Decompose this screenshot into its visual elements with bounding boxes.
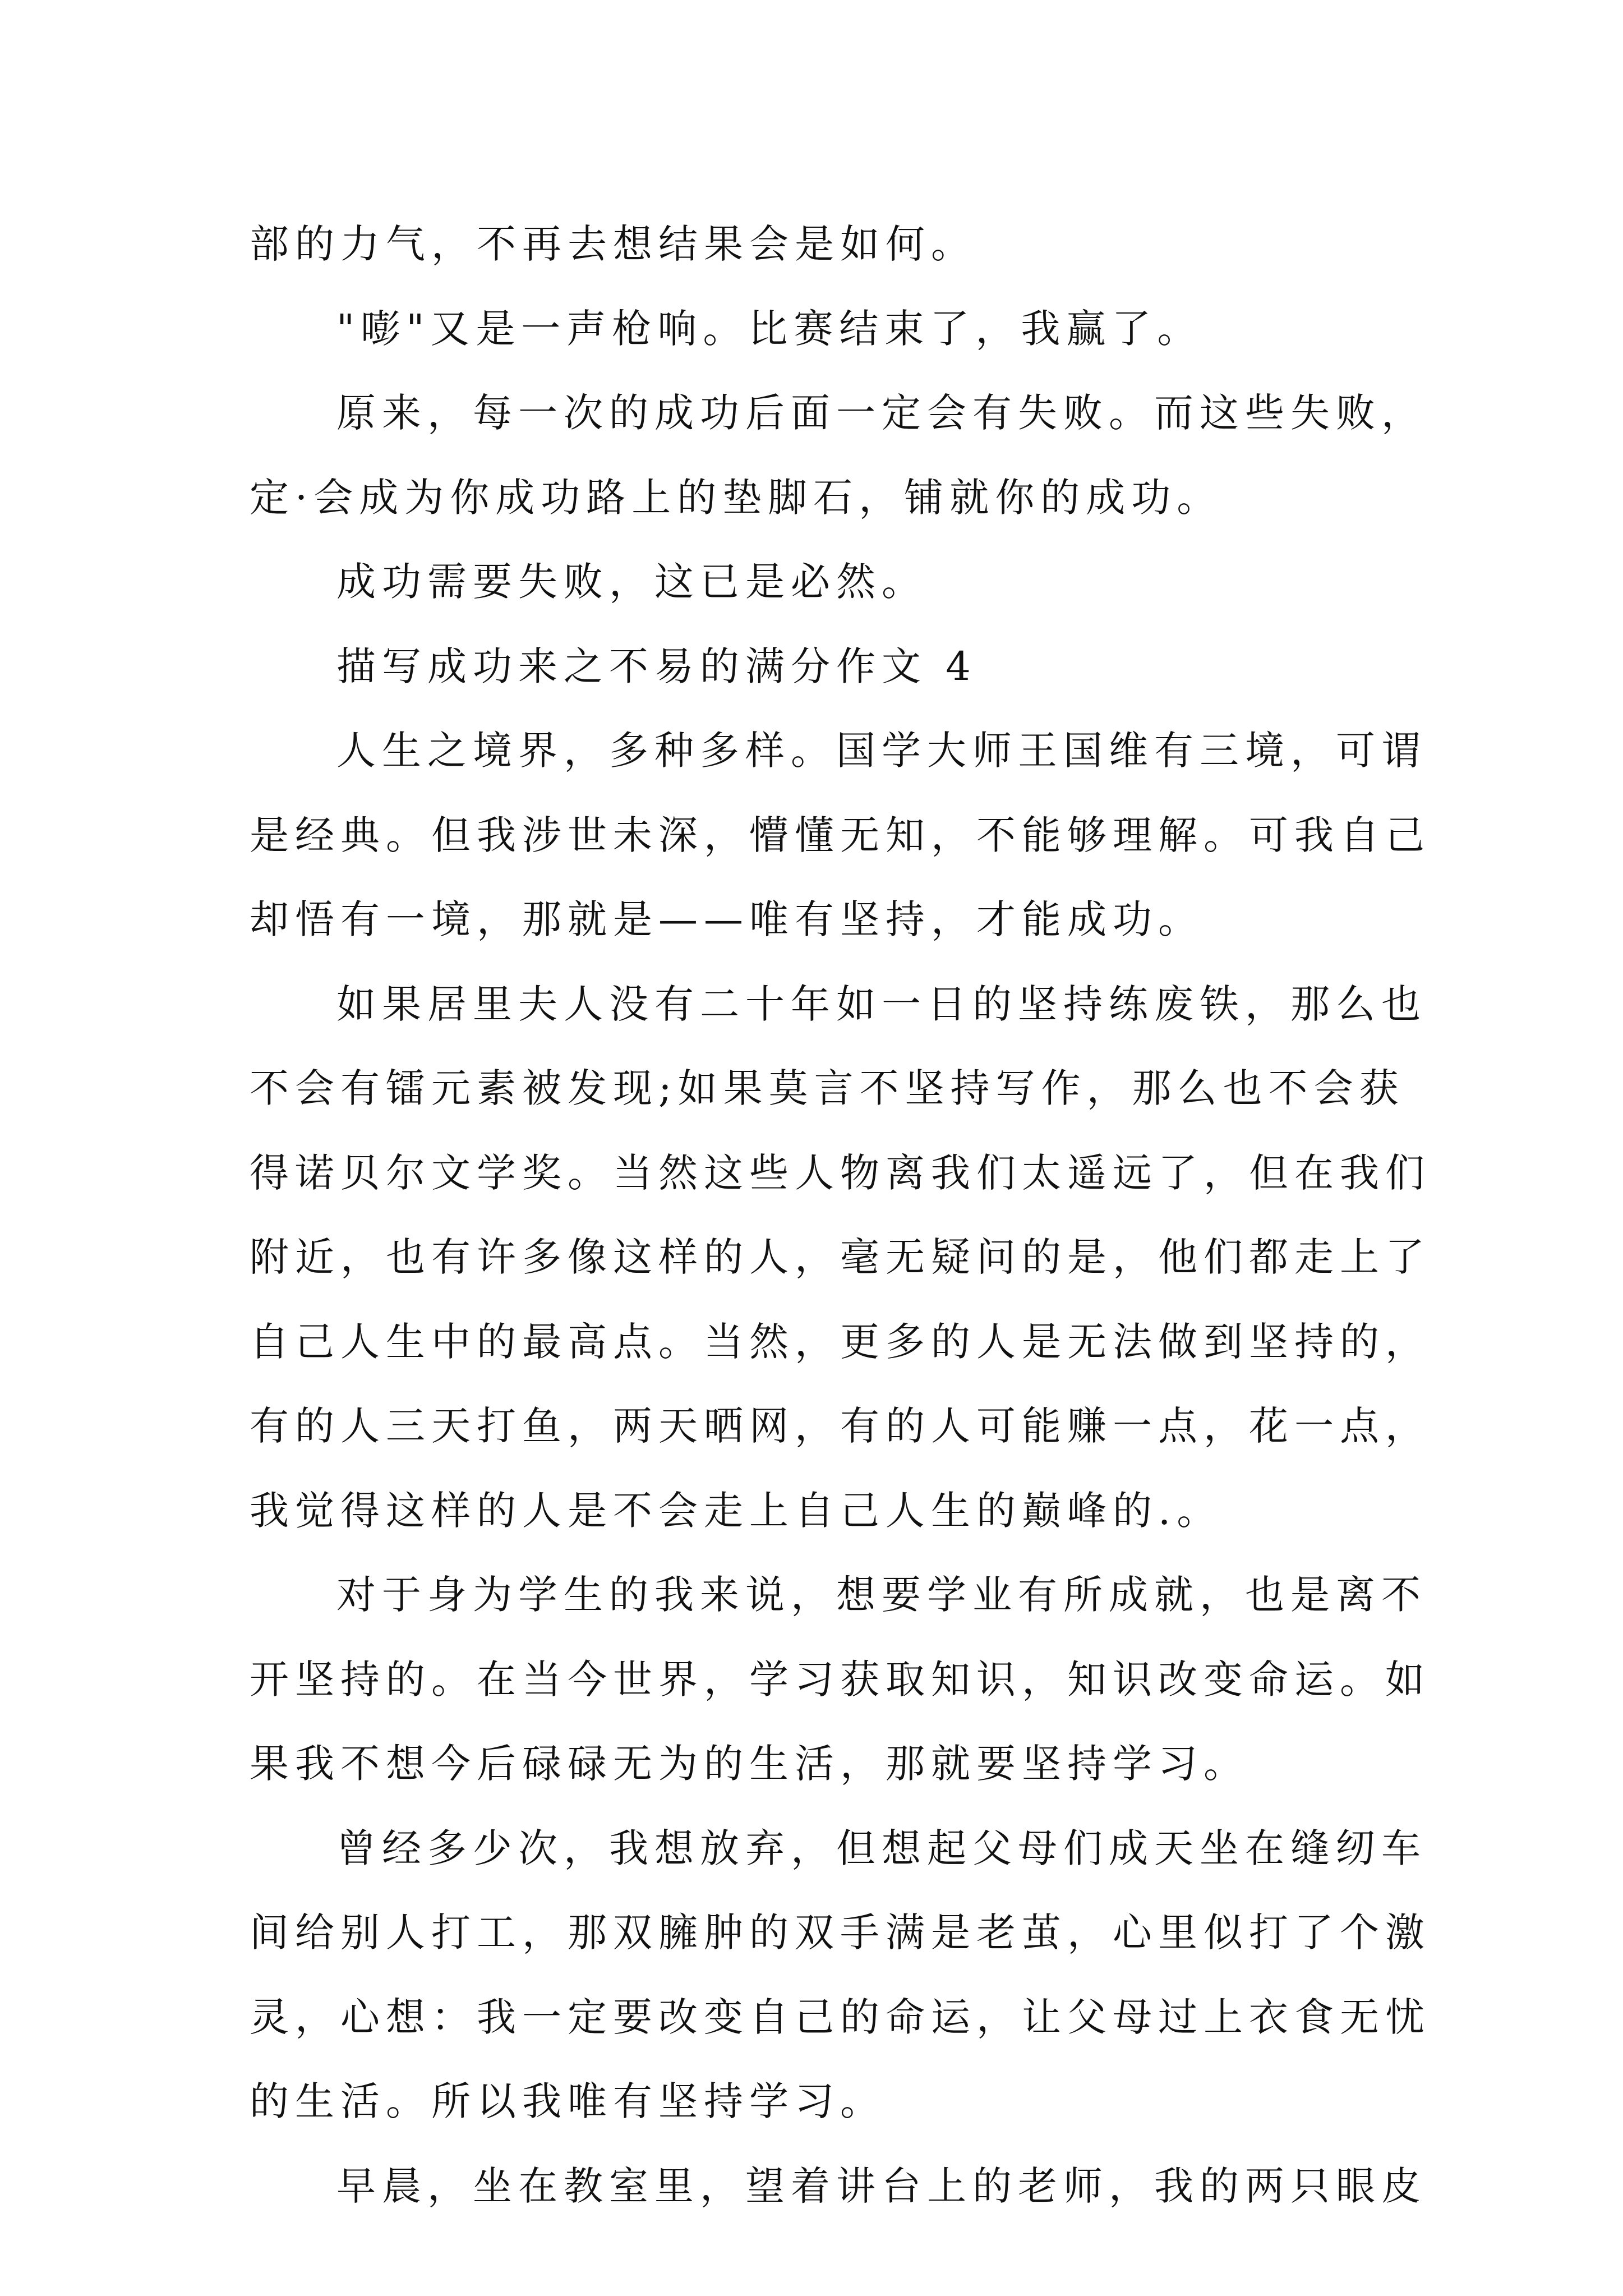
text-line: 的生活。所以我唯有坚持学习。 <box>250 2078 886 2124</box>
text-line: 定·会成为你成功路上的垫脚石，铺就你的成功。 <box>250 474 1223 521</box>
section-heading <box>250 624 1388 709</box>
text-line: 是经典。但我涉世未深，懵懂无知，不能够理解。可我自己 <box>250 812 1431 858</box>
paragraph-9 <box>250 1806 1431 2144</box>
text-line: 人生之境界，多种多样。国学大师王国维有三境，可谓 <box>336 728 1427 774</box>
text-line: 间给别人打工，那双臃肿的双手满是老茧，心里似打了个激 <box>250 1910 1431 1955</box>
text-line: 对于身为学生的我来说，想要学业有所成就，也是离不 <box>336 1572 1427 1618</box>
document-body <box>250 202 1431 2228</box>
heading-text: 描写成功来之不易的满分作文 4 <box>336 643 977 689</box>
text-line: 成功需要失败，这已是必然。 <box>336 559 927 605</box>
text-line: 得诺贝尔文学奖。当然这些人物离我们太遥远了，但在我们 <box>250 1149 1431 1196</box>
paragraph-10 <box>250 2144 1427 2229</box>
paragraph-3 <box>250 371 1427 540</box>
paragraph-2 <box>250 287 1388 371</box>
text-line: "嘭"又是一声枪响。比赛结束了，我赢了。 <box>336 305 1203 352</box>
paragraph-6 <box>250 708 1431 962</box>
text-line: 有的人三天打鱼，两天晒网，有的人可能赚一点，花一点， <box>250 1403 1431 1449</box>
text-line: 自己人生中的最高点。当然，更多的人是无法做到坚持的， <box>250 1318 1431 1365</box>
text-line: 如果居里夫人没有二十年如一日的坚持练废铁，那么也 <box>336 981 1427 1027</box>
paragraph-7 <box>250 962 1431 1553</box>
text-line: 部的力气，不再去想结果会是如何。 <box>250 221 976 267</box>
text-line: 灵，心想：我一定要改变自己的命运，让父母过上衣食无忧 <box>250 1994 1431 2040</box>
text-line: 开坚持的。在当今世界，学习获取知识，知识改变命运。如 <box>250 1656 1431 1703</box>
text-line: 早晨，坐在教室里，望着讲台上的老师，我的两只眼皮 <box>336 2162 1427 2209</box>
text-line: 却悟有一境，那就是——唯有坚持，才能成功。 <box>250 896 1204 942</box>
text-line: 原来，每一次的成功后面一定会有失败。而这些失败， <box>336 390 1427 436</box>
paragraph-1 <box>250 202 1388 287</box>
text-line: 不会有镭元素被发现;如果莫言不坚持写作，那么也不会获 <box>250 1065 1405 1111</box>
paragraph-8 <box>250 1553 1431 1806</box>
text-line: 附近，也有许多像这样的人，毫无疑问的是，他们都走上了 <box>250 1234 1431 1280</box>
text-line: 我觉得这样的人是不会走上自己人生的巅峰的.。 <box>250 1487 1223 1534</box>
text-line: 果我不想今后碌碌无为的生活，那就要坚持学习。 <box>250 1741 1249 1787</box>
text-line: 曾经多少次，我想放弃，但想起父母们成天坐在缝纫车 <box>336 1825 1427 1871</box>
paragraph-4 <box>250 540 1388 624</box>
